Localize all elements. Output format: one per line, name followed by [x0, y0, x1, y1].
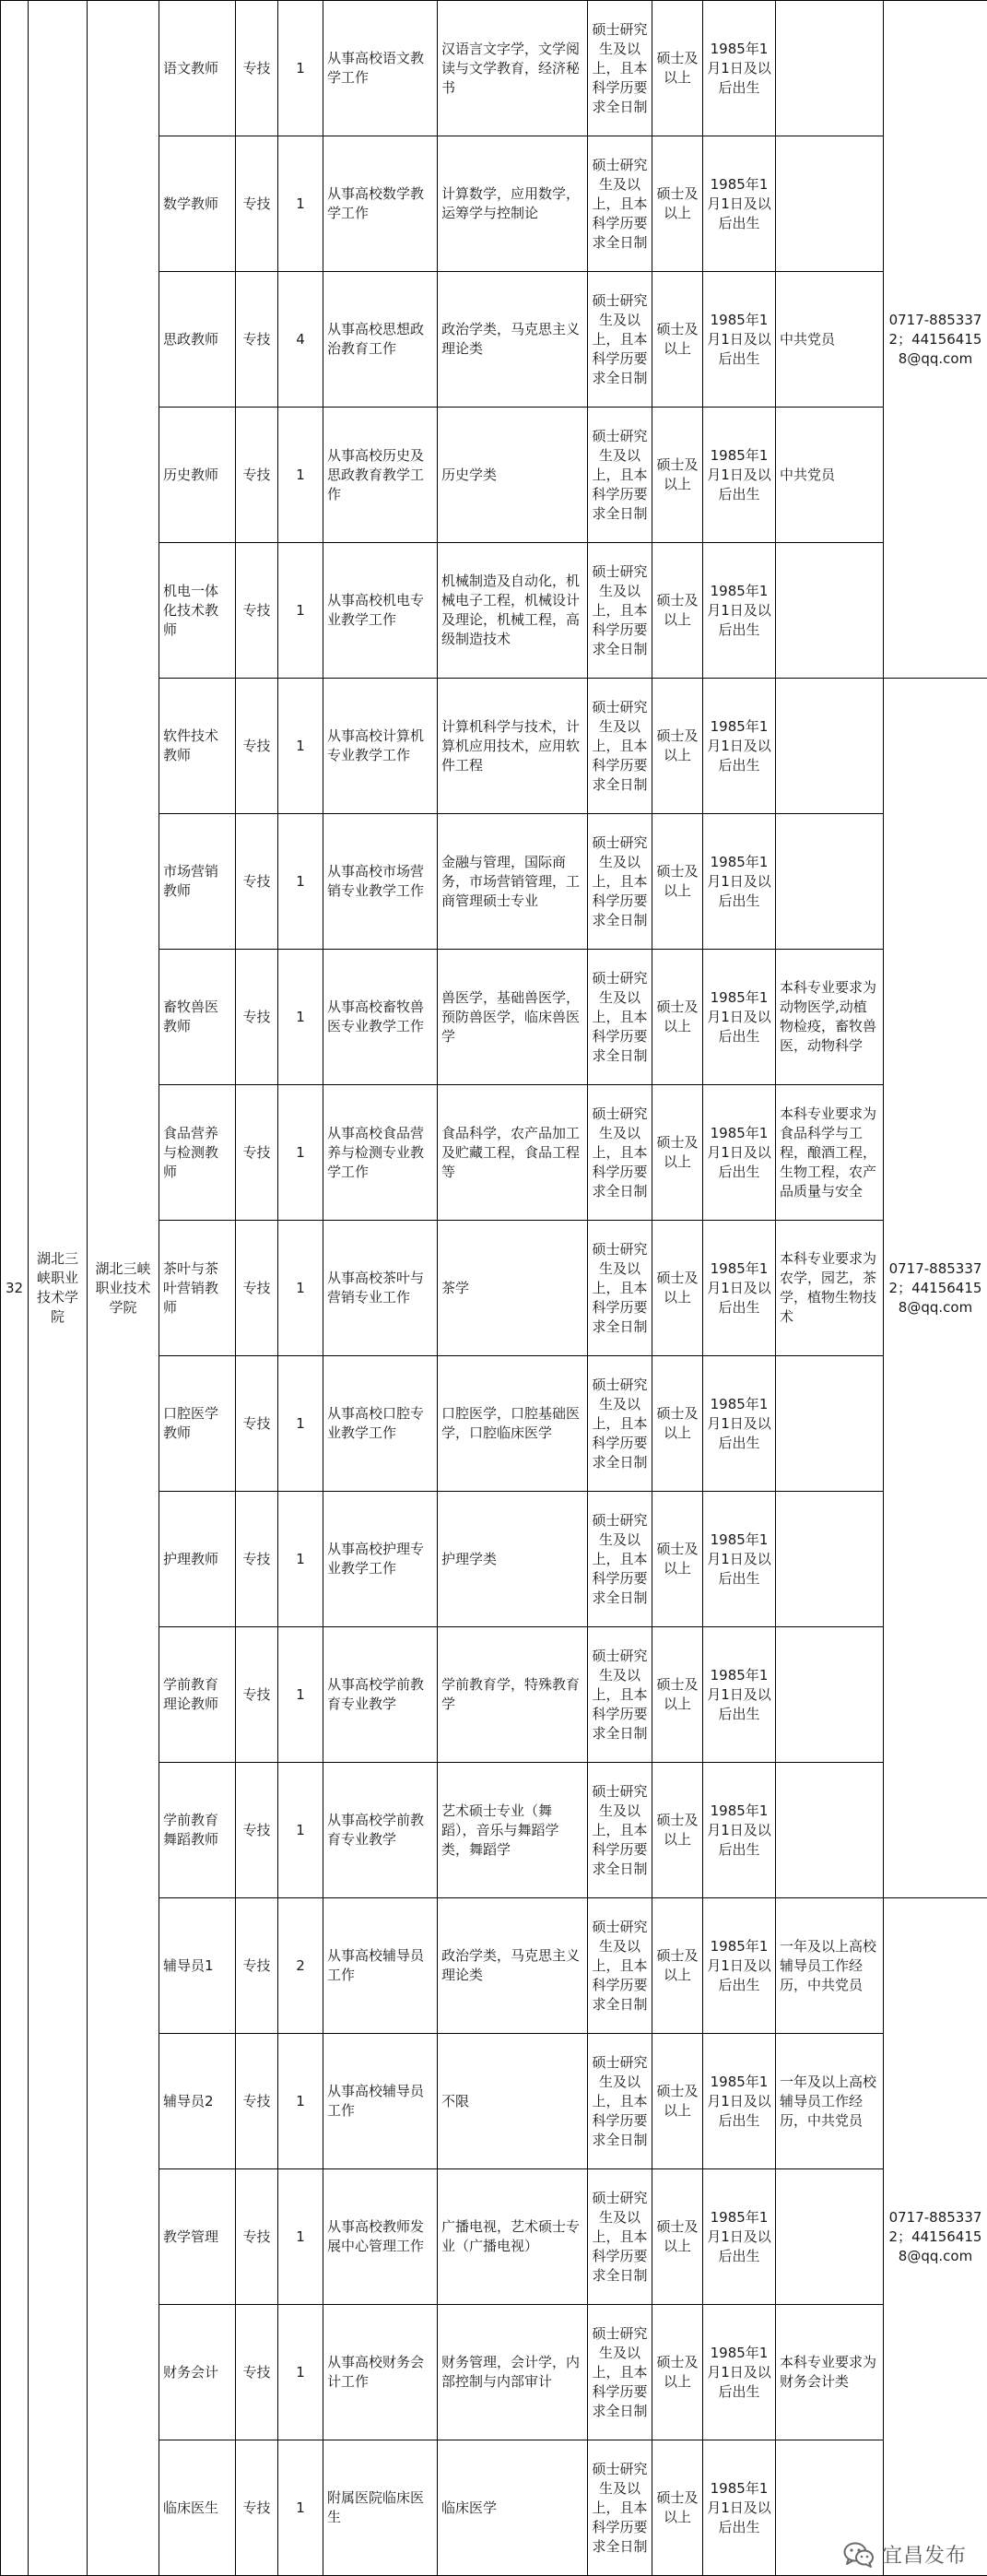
major-cell: 机械制造及自动化，机械电子工程，机械设计及理论，机械工程，高级制造技术: [438, 543, 588, 679]
row-number-cell: 32: [1, 1, 29, 2576]
education-cell: 硕士研究生及以上，且本科学历要求全日制: [588, 1356, 652, 1492]
other-requirement-cell: [776, 1356, 884, 1492]
position-cell: 软件技术教师: [159, 679, 236, 814]
major-cell: 汉语言文字学，文学阅读与文学教育，经济秘书: [438, 1, 588, 136]
degree-cell: 硕士及以上: [652, 814, 703, 950]
duty-cell: 从事高校辅导员工作: [323, 1898, 438, 2034]
major-cell: 学前教育学，特殊教育学: [438, 1627, 588, 1763]
count-cell: 1: [278, 1627, 323, 1763]
other-requirement-cell: 本科专业要求为财务会计类: [776, 2305, 884, 2440]
other-requirement-cell: 一年及以上高校辅导员工作经历，中共党员: [776, 2034, 884, 2169]
age-cell: 1985年1月1日及以后出生: [703, 408, 776, 543]
position-cell: 历史教师: [159, 408, 236, 543]
major-cell: 计算机科学与技术，计算机应用技术，应用软件工程: [438, 679, 588, 814]
category-cell: 专技: [236, 814, 278, 950]
count-cell: 2: [278, 1898, 323, 2034]
watermark-text: 宜昌发布: [881, 2545, 967, 2568]
contact-cell: 0717-8853372；441564158@qq.com: [884, 679, 987, 1898]
education-cell: 硕士研究生及以上，且本科学历要求全日制: [588, 2305, 652, 2440]
degree-cell: 硕士及以上: [652, 679, 703, 814]
major-cell: 临床医学: [438, 2440, 588, 2576]
category-cell: 专技: [236, 1356, 278, 1492]
education-cell: 硕士研究生及以上，且本科学历要求全日制: [588, 2169, 652, 2305]
position-cell: 教学管理: [159, 2169, 236, 2305]
count-cell: 1: [278, 679, 323, 814]
other-requirement-cell: [776, 1492, 884, 1627]
age-cell: 1985年1月1日及以后出生: [703, 1, 776, 136]
position-cell: 数学教师: [159, 136, 236, 272]
category-cell: 专技: [236, 1492, 278, 1627]
position-cell: 食品营养与检测教师: [159, 1085, 236, 1221]
duty-cell: 从事高校教师发展中心管理工作: [323, 2169, 438, 2305]
duty-cell: 从事高校口腔专业教学工作: [323, 1356, 438, 1492]
count-cell: 1: [278, 2169, 323, 2305]
position-cell: 思政教师: [159, 272, 236, 408]
category-cell: 专技: [236, 950, 278, 1085]
position-cell: 学前教育舞蹈教师: [159, 1763, 236, 1898]
education-cell: 硕士研究生及以上，且本科学历要求全日制: [588, 543, 652, 679]
age-cell: 1985年1月1日及以后出生: [703, 2169, 776, 2305]
degree-cell: 硕士及以上: [652, 1898, 703, 2034]
other-requirement-cell: [776, 1, 884, 136]
other-requirement-cell: [776, 543, 884, 679]
degree-cell: 硕士及以上: [652, 1, 703, 136]
count-cell: 1: [278, 1356, 323, 1492]
category-cell: 专技: [236, 1221, 278, 1356]
degree-cell: 硕士及以上: [652, 1627, 703, 1763]
count-cell: 1: [278, 408, 323, 543]
duty-cell: 附属医院临床医生: [323, 2440, 438, 2576]
duty-cell: 从事高校机电专业教学工作: [323, 543, 438, 679]
other-requirement-cell: [776, 136, 884, 272]
major-cell: 不限: [438, 2034, 588, 2169]
degree-cell: 硕士及以上: [652, 2440, 703, 2576]
degree-cell: 硕士及以上: [652, 1085, 703, 1221]
age-cell: 1985年1月1日及以后出生: [703, 1763, 776, 1898]
age-cell: 1985年1月1日及以后出生: [703, 1221, 776, 1356]
position-cell: 学前教育理论教师: [159, 1627, 236, 1763]
category-cell: 专技: [236, 2305, 278, 2440]
age-cell: 1985年1月1日及以后出生: [703, 1898, 776, 2034]
category-cell: 专技: [236, 408, 278, 543]
duty-cell: 从事高校思想政治教育工作: [323, 272, 438, 408]
education-cell: 硕士研究生及以上，且本科学历要求全日制: [588, 1085, 652, 1221]
category-cell: 专技: [236, 2034, 278, 2169]
wechat-icon: [843, 2542, 875, 2568]
duty-cell: 从事高校护理专业教学工作: [323, 1492, 438, 1627]
count-cell: 1: [278, 543, 323, 679]
count-cell: 4: [278, 272, 323, 408]
education-cell: 硕士研究生及以上，且本科学历要求全日制: [588, 2440, 652, 2576]
count-cell: 1: [278, 136, 323, 272]
major-cell: 政治学类，马克思主义理论类: [438, 1898, 588, 2034]
degree-cell: 硕士及以上: [652, 136, 703, 272]
degree-cell: 硕士及以上: [652, 1356, 703, 1492]
age-cell: 1985年1月1日及以后出生: [703, 679, 776, 814]
major-cell: 历史学类: [438, 408, 588, 543]
major-cell: 金融与管理，国际商务，市场营销管理，工商管理硕士专业: [438, 814, 588, 950]
education-cell: 硕士研究生及以上，且本科学历要求全日制: [588, 1221, 652, 1356]
category-cell: 专技: [236, 1627, 278, 1763]
major-cell: 艺术硕士专业（舞蹈），音乐与舞蹈学类，舞蹈学: [438, 1763, 588, 1898]
other-requirement-cell: [776, 2169, 884, 2305]
position-cell: 护理教师: [159, 1492, 236, 1627]
duty-cell: 从事高校计算机专业教学工作: [323, 679, 438, 814]
category-cell: 专技: [236, 543, 278, 679]
education-cell: 硕士研究生及以上，且本科学历要求全日制: [588, 1, 652, 136]
department-cell: 湖北三峡职业技术学院: [88, 1, 159, 2576]
degree-cell: 硕士及以上: [652, 1221, 703, 1356]
other-requirement-cell: 本科专业要求为食品科学与工程，酿酒工程，生物工程，农产品质量与安全: [776, 1085, 884, 1221]
category-cell: 专技: [236, 2169, 278, 2305]
education-cell: 硕士研究生及以上，且本科学历要求全日制: [588, 950, 652, 1085]
duty-cell: 从事高校畜牧兽医专业教学工作: [323, 950, 438, 1085]
duty-cell: 从事高校食品营养与检测专业教学工作: [323, 1085, 438, 1221]
age-cell: 1985年1月1日及以后出生: [703, 136, 776, 272]
table-row: [1, 1, 987, 136]
degree-cell: 硕士及以上: [652, 2169, 703, 2305]
education-cell: 硕士研究生及以上，且本科学历要求全日制: [588, 1627, 652, 1763]
major-cell: 食品科学，农产品加工及贮藏工程，食品工程等: [438, 1085, 588, 1221]
major-cell: 茶学: [438, 1221, 588, 1356]
position-cell: 临床医生: [159, 2440, 236, 2576]
education-cell: 硕士研究生及以上，且本科学历要求全日制: [588, 679, 652, 814]
degree-cell: 硕士及以上: [652, 408, 703, 543]
age-cell: 1985年1月1日及以后出生: [703, 1356, 776, 1492]
count-cell: 1: [278, 950, 323, 1085]
count-cell: 1: [278, 2034, 323, 2169]
age-cell: 1985年1月1日及以后出生: [703, 272, 776, 408]
education-cell: 硕士研究生及以上，且本科学历要求全日制: [588, 272, 652, 408]
position-cell: 口腔医学教师: [159, 1356, 236, 1492]
category-cell: 专技: [236, 136, 278, 272]
other-requirement-cell: 一年及以上高校辅导员工作经历，中共党员: [776, 1898, 884, 2034]
major-cell: 计算数学，应用数学，运筹学与控制论: [438, 136, 588, 272]
duty-cell: 从事高校数学教学工作: [323, 136, 438, 272]
contact-cell: 0717-8853372；441564158@qq.com: [884, 1, 987, 679]
position-cell: 畜牧兽医教师: [159, 950, 236, 1085]
other-requirement-cell: [776, 1763, 884, 1898]
position-cell: 市场营销教师: [159, 814, 236, 950]
major-cell: 口腔医学，口腔基础医学，口腔临床医学: [438, 1356, 588, 1492]
education-cell: 硕士研究生及以上，且本科学历要求全日制: [588, 1492, 652, 1627]
duty-cell: 从事高校财务会计工作: [323, 2305, 438, 2440]
major-cell: 财务管理，会计学，内部控制与内部审计: [438, 2305, 588, 2440]
category-cell: 专技: [236, 1898, 278, 2034]
major-cell: 政治学类，马克思主义理论类: [438, 272, 588, 408]
watermark: [843, 2540, 967, 2569]
count-cell: 1: [278, 2440, 323, 2576]
age-cell: 1985年1月1日及以后出生: [703, 2440, 776, 2576]
category-cell: 专技: [236, 1, 278, 136]
other-requirement-cell: [776, 814, 884, 950]
education-cell: 硕士研究生及以上，且本科学历要求全日制: [588, 136, 652, 272]
table-body: [1, 1, 987, 2576]
age-cell: 1985年1月1日及以后出生: [703, 814, 776, 950]
degree-cell: 硕士及以上: [652, 543, 703, 679]
position-cell: 辅导员1: [159, 1898, 236, 2034]
other-requirement-cell: [776, 679, 884, 814]
count-cell: 1: [278, 1, 323, 136]
duty-cell: 从事高校语文教学工作: [323, 1, 438, 136]
other-requirement-cell: [776, 1627, 884, 1763]
duty-cell: 从事高校辅导员工作: [323, 2034, 438, 2169]
duty-cell: 从事高校学前教育专业教学: [323, 1627, 438, 1763]
other-requirement-cell: 本科专业要求为农学，园艺，茶学，植物生物技术: [776, 1221, 884, 1356]
other-requirement-cell: 本科专业要求为动物医学,动植物检疫，畜牧兽医，动物科学: [776, 950, 884, 1085]
category-cell: 专技: [236, 2440, 278, 2576]
position-cell: 语文教师: [159, 1, 236, 136]
position-cell: 辅导员2: [159, 2034, 236, 2169]
duty-cell: 从事高校学前教育专业教学: [323, 1763, 438, 1898]
position-cell: 财务会计: [159, 2305, 236, 2440]
position-cell: 机电一体化技术教师: [159, 543, 236, 679]
age-cell: 1985年1月1日及以后出生: [703, 950, 776, 1085]
education-cell: 硕士研究生及以上，且本科学历要求全日制: [588, 814, 652, 950]
major-cell: 护理学类: [438, 1492, 588, 1627]
duty-cell: 从事高校茶叶与营销专业工作: [323, 1221, 438, 1356]
degree-cell: 硕士及以上: [652, 272, 703, 408]
education-cell: 硕士研究生及以上，且本科学历要求全日制: [588, 1898, 652, 2034]
category-cell: 专技: [236, 272, 278, 408]
duty-cell: 从事高校历史及思政教育教学工作: [323, 408, 438, 543]
major-cell: 广播电视，艺术硕士专业（广播电视）: [438, 2169, 588, 2305]
degree-cell: 硕士及以上: [652, 2305, 703, 2440]
other-requirement-cell: 中共党员: [776, 408, 884, 543]
degree-cell: 硕士及以上: [652, 1763, 703, 1898]
age-cell: 1985年1月1日及以后出生: [703, 2034, 776, 2169]
other-requirement-cell: 中共党员: [776, 272, 884, 408]
category-cell: 专技: [236, 1763, 278, 1898]
age-cell: 1985年1月1日及以后出生: [703, 1085, 776, 1221]
age-cell: 1985年1月1日及以后出生: [703, 543, 776, 679]
count-cell: 1: [278, 1221, 323, 1356]
age-cell: 1985年1月1日及以后出生: [703, 1627, 776, 1763]
education-cell: 硕士研究生及以上，且本科学历要求全日制: [588, 1763, 652, 1898]
category-cell: 专技: [236, 1085, 278, 1221]
major-cell: 兽医学，基础兽医学，预防兽医学，临床兽医学: [438, 950, 588, 1085]
contact-cell: 0717-8853372；441564158@qq.com: [884, 1898, 987, 2576]
count-cell: 1: [278, 814, 323, 950]
education-cell: 硕士研究生及以上，且本科学历要求全日制: [588, 2034, 652, 2169]
age-cell: 1985年1月1日及以后出生: [703, 1492, 776, 1627]
age-cell: 1985年1月1日及以后出生: [703, 2305, 776, 2440]
degree-cell: 硕士及以上: [652, 950, 703, 1085]
education-cell: 硕士研究生及以上，且本科学历要求全日制: [588, 408, 652, 543]
degree-cell: 硕士及以上: [652, 1492, 703, 1627]
category-cell: 专技: [236, 679, 278, 814]
count-cell: 1: [278, 2305, 323, 2440]
duty-cell: 从事高校市场营销专业教学工作: [323, 814, 438, 950]
degree-cell: 硕士及以上: [652, 2034, 703, 2169]
count-cell: 1: [278, 1492, 323, 1627]
position-cell: 茶叶与茶叶营销教师: [159, 1221, 236, 1356]
count-cell: 1: [278, 1085, 323, 1221]
unit-cell: 湖北三峡职业技术学院: [29, 1, 88, 2576]
count-cell: 1: [278, 1763, 323, 1898]
